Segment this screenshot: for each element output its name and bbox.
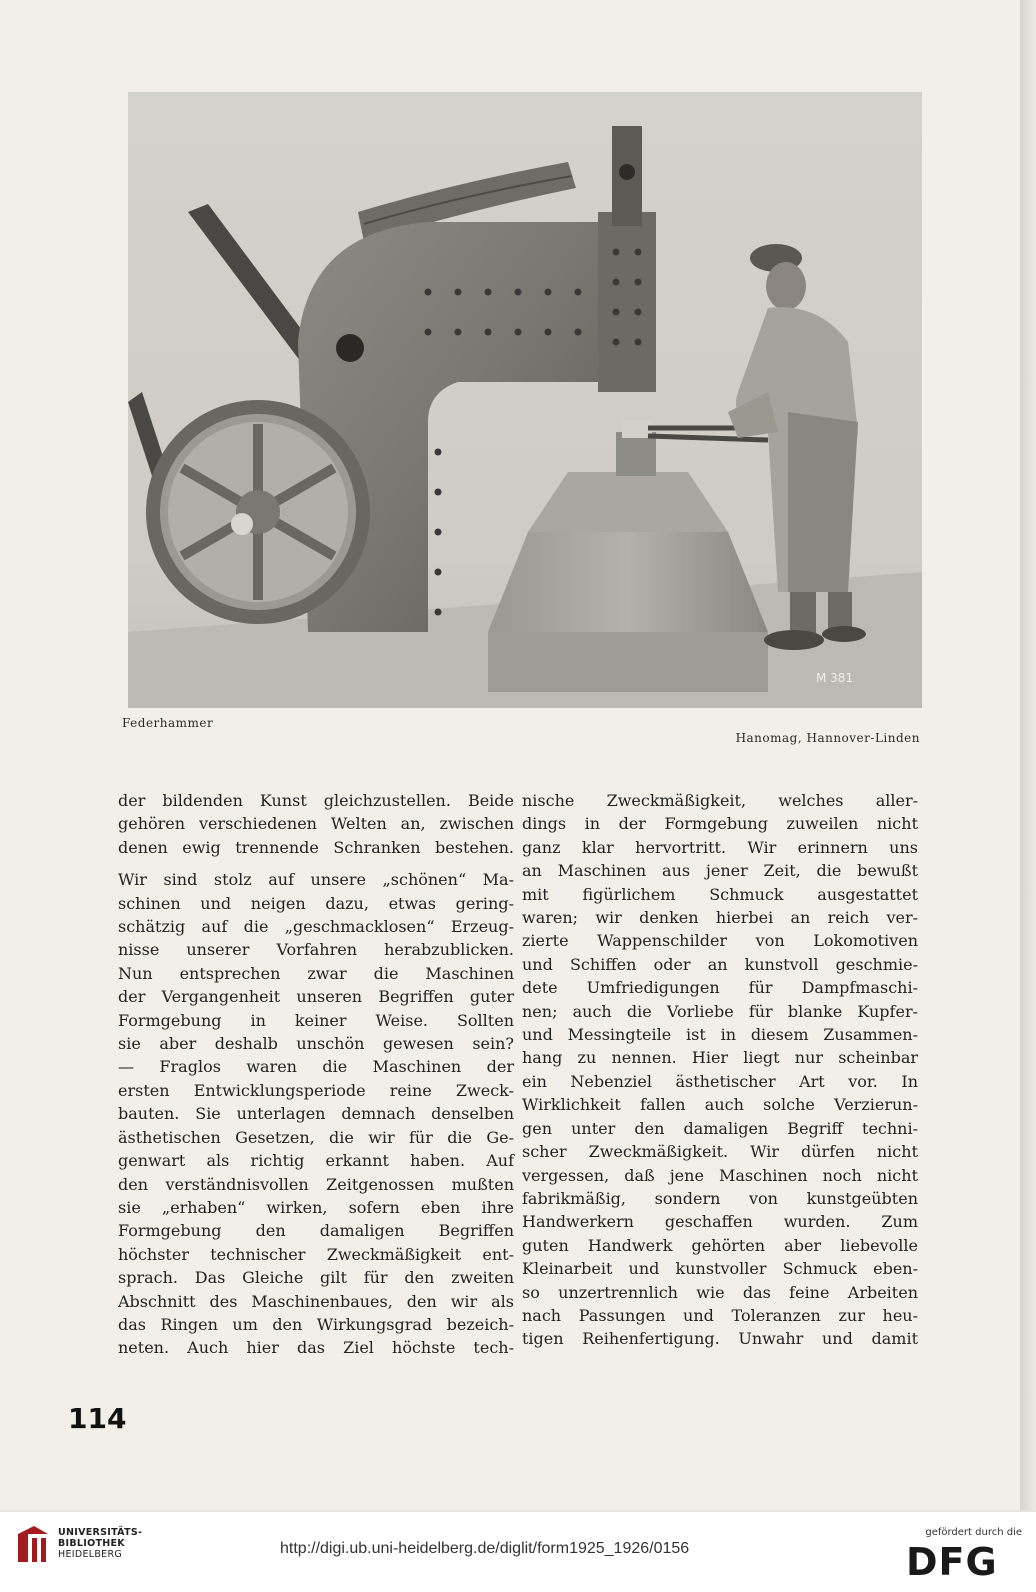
text-line: Nun entsprechen zwar die Maschinen [118, 963, 514, 983]
text-line: schätzig auf die „geschmacklosen“ Erzeug- [118, 917, 514, 937]
text-line: Wir sind stolz auf unsere „schönen“ Ma- [118, 870, 514, 890]
text-line: vergessen, daß jene Maschinen noch nicht [522, 1165, 918, 1185]
text-line: das Ringen um den Wirkungsgrad bezeich- [118, 1314, 514, 1334]
funding-label: gefördert durch die [925, 1527, 1022, 1538]
text-line: sie „erhaben“ wirken, sofern eben ihre [118, 1197, 514, 1217]
photo-plate-mark: M 381 [816, 671, 854, 685]
text-line: nach Passungen und Toleranzen zur heu- [522, 1305, 918, 1325]
dfg-logo: DFG [906, 1540, 998, 1584]
paragraph [522, 789, 918, 1351]
text-line: gen unter den damaligen Begriff techni- [522, 1118, 918, 1138]
text-line: Abschnitt des Maschinenbaues, den wir als [118, 1291, 514, 1311]
text-line: bauten. Sie unterlagen demnach denselben [118, 1104, 514, 1124]
text-line: dings in der Formgebung zuweilen nicht [522, 814, 918, 834]
text-line: Formgebung den damaligen Begriffen [118, 1221, 514, 1241]
text-line: tigen Reihenfertigung. Unwahr und damit [522, 1329, 918, 1349]
text-line: an Maschinen aus jener Zeit, die bewußt [522, 861, 918, 881]
university-library-name [58, 1527, 142, 1560]
text-line: und Schiffen oder an kunstvoll geschmie- [522, 954, 918, 974]
text-line: schinen und neigen dazu, etwas gering- [118, 893, 514, 913]
footer-divider [0, 1510, 1036, 1512]
permalink-url[interactable]: http://digi.ub.uni-heidelberg.de/diglit/form1925_1926/0156 [280, 1540, 690, 1557]
library-line-1: UNIVERSITÄTS- [58, 1527, 143, 1538]
text-line: mit figürlichem Schmuck ausgestattet [522, 884, 918, 904]
text-line: scher Zweckmäßigkeit. Wir dürfen nicht [522, 1142, 918, 1162]
text-line: — Fraglos waren die Maschinen der [118, 1057, 514, 1077]
text-line: der Vergangenheit unseren Begriffen guter [118, 987, 514, 1007]
text-line: Handwerkern geschaffen wurden. Zum [522, 1212, 918, 1232]
text-line: sprach. Das Gleiche gilt für den zweiten [118, 1268, 514, 1288]
text-line: Kleinarbeit und kunstvoller Schmuck eben- [522, 1259, 918, 1279]
text-line: dete Umfriedigungen für Dampfmaschi- [522, 978, 918, 998]
text-line: waren; wir denken hierbei an reich ver- [522, 908, 918, 928]
text-line: nisse unserer Vorfahren herabzublicken. [118, 940, 514, 960]
text-column-left [118, 789, 514, 1360]
text-line: zierte Wappenschilder von Lokomotiven [522, 931, 918, 951]
text-column-right [522, 789, 918, 1351]
text-line: Formgebung in keiner Weise. Sollten [118, 1010, 514, 1030]
text-line: gehören verschiedenen Welten an, zwischen [118, 814, 514, 834]
paragraph [118, 789, 514, 859]
text-line: nen; auch die Vorliebe für blanke Kupfer- [522, 1001, 918, 1021]
page-number: 114 [68, 1402, 127, 1435]
text-line: nische Zweckmäßigkeit, welches aller- [522, 791, 918, 810]
library-line-2: BIBLIOTHEK [58, 1538, 125, 1549]
text-line: ästhetischen Gesetzen, die wir für die Ge- [118, 1127, 514, 1147]
text-line: ein Nebenziel ästhetischer Art vor. In [522, 1071, 918, 1091]
text-line: der bildenden Kunst gleichzustellen. Beide [118, 791, 514, 810]
text-line: Wirklichkeit fallen auch solche Verzierun- [522, 1095, 918, 1115]
figure-photo-spring-hammer [128, 92, 922, 708]
text-line: denen ewig trennende Schranken bestehen. [118, 837, 514, 857]
spring-hammer-illustration [128, 92, 922, 708]
text-line: den verständnisvollen Zeitgenossen mußten [118, 1174, 514, 1194]
text-line: guten Handwerk gehörten aber liebevolle [522, 1235, 918, 1255]
paragraph [118, 868, 514, 1360]
page-edge-shadow [1020, 0, 1036, 1510]
text-line: ganz klar hervortritt. Wir erinnern uns [522, 837, 918, 857]
text-line: und Messingteile ist in diesem Zusammen- [522, 1025, 918, 1045]
figure-caption-credit: Hanomag, Hannover-Linden [735, 731, 920, 745]
text-line: fabrikmäßig, sondern von kunstgeübten [522, 1188, 918, 1208]
text-line: höchster technischer Zweckmäßigkeit ent- [118, 1244, 514, 1264]
text-line: hang zu nennen. Hier liegt nur scheinbar [522, 1048, 918, 1068]
text-line: neten. Auch hier das Ziel höchste tech- [118, 1338, 514, 1358]
text-line: sie aber deshalb unschön gewesen sein? [118, 1034, 514, 1054]
text-line: genwart als richtig erkannt haben. Auf [118, 1151, 514, 1171]
text-line: ersten Entwicklungsperiode reine Zweck- [118, 1080, 514, 1100]
library-line-3: HEIDELBERG [58, 1549, 123, 1560]
text-line: so unzertrennlich wie das feine Arbeiten [522, 1282, 918, 1302]
university-library-logo-icon [16, 1524, 50, 1564]
figure-caption-title: Federhammer [122, 716, 214, 730]
